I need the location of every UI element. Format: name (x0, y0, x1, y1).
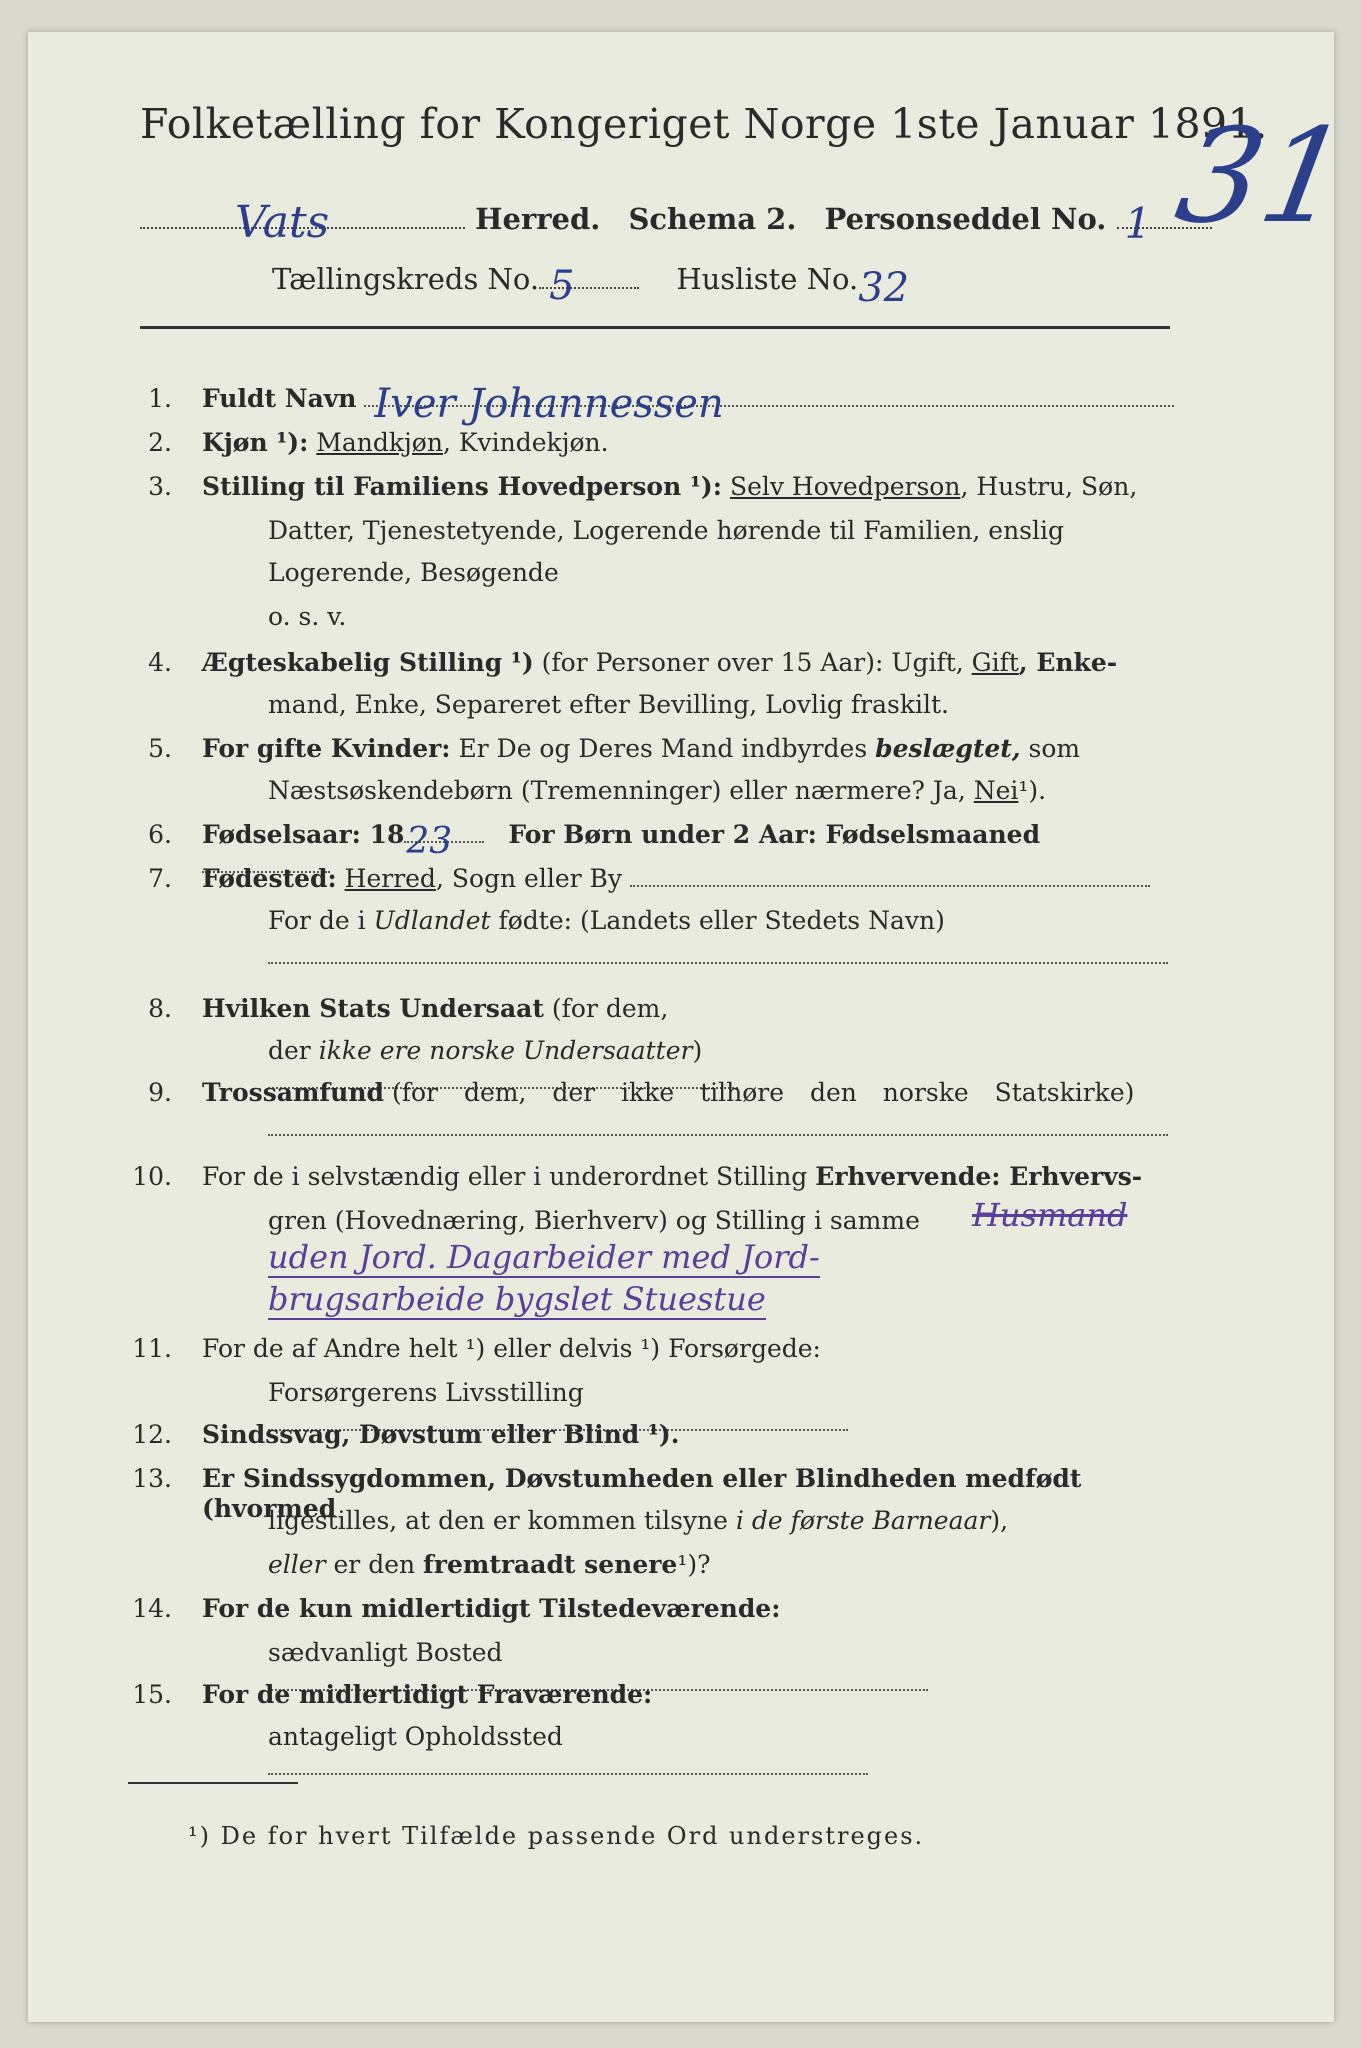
item-marital-status (202, 648, 1172, 678)
family-position-selected: Selv Hovedperson (729, 472, 961, 501)
item-married-women (202, 734, 1172, 764)
item-disability: Sindssvag, Døvstum eller Blind ¹). (202, 1420, 680, 1449)
marital-status-label: Ægteskabelig Stilling ¹) (202, 648, 534, 677)
congenital-or: eller (268, 1550, 326, 1579)
birthplace-selected: Herred (344, 864, 436, 893)
birthplace-options: , Sogn eller By (435, 864, 623, 893)
family-position-options: , Hustru, Søn, (960, 472, 1138, 501)
husliste-value: 32 (858, 265, 910, 311)
occupation-handwritten-1: Husmand (972, 1196, 1128, 1234)
item-temporary-present: For de kun midlertidigt Tilstedeværende: (202, 1594, 781, 1623)
item-full-name (202, 381, 1174, 427)
congenital-early-years: i de første Barneaar (735, 1506, 991, 1535)
item-number: 8. (148, 994, 172, 1023)
usual-residence-label: sædvanligt Bosted (268, 1638, 503, 1667)
full-name-label: Fuldt Navn (202, 384, 357, 413)
herred-line (140, 197, 1212, 248)
dependents-supporter-label: Forsørgerens Livsstilling (268, 1378, 584, 1407)
citizenship-close: ) (692, 1036, 703, 1065)
occupation-text: Erhvervende: Erhvervs- (815, 1162, 1143, 1191)
title-text: Folketælling for Kongeriget Norge 1ste Januar 1891. (140, 100, 1268, 148)
item-number: 11. (132, 1334, 172, 1363)
handwritten-page-number: 31 (1166, 100, 1359, 252)
congenital-line3 (268, 1550, 711, 1580)
religion-text: (for dem, der ikke tilhøre den norske Statskirke) (391, 1078, 1135, 1107)
congenital-footnote-ref: ¹)? (677, 1550, 711, 1579)
herred-label: Herred. (475, 202, 601, 236)
married-women-som: som (1028, 734, 1081, 763)
personseddel-value: 1 (1124, 199, 1152, 248)
married-women-line2 (268, 776, 1046, 806)
occupation-line2: gren (Hovednæring, Bierhverv) og Stilling i samme (268, 1206, 920, 1235)
item-number: 3. (148, 472, 172, 501)
husliste-label: Husliste No. (676, 262, 859, 296)
birth-month-label: For Børn under 2 Aar: Fødselsmaaned (508, 820, 1041, 849)
congenital-later: fremtraadt senere (423, 1550, 678, 1579)
family-position-label: Stilling til Familiens Hovedperson ¹): (202, 472, 722, 501)
item-religion (202, 1078, 1172, 1108)
footnote-divider (128, 1782, 298, 1784)
temporary-absent-line2 (268, 1722, 1168, 1782)
item-number: 13. (132, 1464, 172, 1493)
item-number: 15. (132, 1680, 172, 1709)
birth-year-label: Fødselsaar: 18 (202, 820, 405, 849)
tellingskreds-value: 5 (549, 263, 575, 309)
item-number: 4. (148, 648, 172, 677)
occupation-handwritten-2: uden Jord. Dagarbeider med Jord- (268, 1238, 820, 1276)
probable-residence-field (268, 1773, 868, 1775)
marital-status-selected: Gift (971, 648, 1019, 677)
personseddel-field (1117, 199, 1212, 248)
abroad-field (268, 962, 1168, 964)
congenital-close: ), (990, 1506, 1009, 1535)
birth-year-field (404, 821, 484, 862)
congenital-is: er den (333, 1550, 416, 1579)
sex-female-option: , Kvindekjøn. (442, 428, 609, 457)
marital-status-more: , Enke- (1018, 648, 1118, 677)
religion-field (268, 1134, 1168, 1136)
birthplace-label: Fødested: (202, 864, 337, 893)
full-name-value: Iver Johannessen (374, 381, 724, 427)
probable-residence-label: antageligt Opholdssted (268, 1722, 563, 1751)
item-family-position (202, 472, 1172, 502)
item-number: 14. (132, 1594, 172, 1623)
herred-value: Vats (235, 197, 330, 248)
citizenship-label: Hvilken Stats Undersaat (202, 994, 544, 1023)
married-women-question: Næstsøskendebørn (Tremenninger) eller nærmere? Ja, (268, 776, 966, 805)
item-number: 7. (148, 864, 172, 893)
item-number: 9. (148, 1078, 172, 1107)
married-women-text: Er De og Deres Mand indbyrdes (458, 734, 868, 763)
birthplace-field (630, 885, 1150, 887)
occupation-label: For de i selvstændig eller i underordnet Stilling (202, 1162, 808, 1191)
married-women-footnote-ref: ¹). (1018, 776, 1047, 805)
married-women-related: beslægtet, (875, 734, 1021, 763)
citizenship-prefix: der (268, 1036, 311, 1065)
item-number: 10. (132, 1162, 172, 1191)
occupation-handwritten-3: brugsarbeide bygslet Stuestue (268, 1280, 766, 1318)
abroad-prefix: For de i (268, 906, 366, 935)
birthplace-abroad (268, 906, 945, 936)
schema-label: Schema 2. (628, 202, 797, 236)
birth-year-value: 23 (406, 821, 453, 862)
item-number: 6. (148, 820, 172, 849)
citizenship-text: (for dem, (551, 994, 669, 1023)
item-sex (202, 428, 609, 458)
footnote: ¹) De for hvert Tilfælde passende Ord understreges. (188, 1822, 925, 1850)
herred-field (140, 197, 465, 248)
family-position-line2: Datter, Tjenestetyende, Logerende hørende til Familien, enslig (268, 516, 1065, 545)
item-citizenship (202, 994, 668, 1024)
married-women-label: For gifte Kvinder: (202, 734, 451, 763)
family-position-line4: o. s. v. (268, 602, 347, 631)
personseddel-label: Personseddel No. (824, 202, 1107, 236)
item-congenital: Er Sindssygdommen, Døvstumheden eller Blindheden medfødt (hvormed (202, 1464, 1082, 1523)
tellingskreds-field (539, 263, 639, 309)
congenital-text: ligestilles, at den er kommen tilsyne (268, 1506, 728, 1535)
married-women-answer-no: Nei (973, 776, 1019, 805)
sex-label: Kjøn ¹): (202, 428, 309, 457)
religion-label: Trossamfund (202, 1078, 385, 1107)
item-temporary-absent: For de midlertidigt Fraværende: (202, 1680, 653, 1709)
item-birthplace (202, 864, 1172, 894)
citizenship-foreign: ikke ere norske Undersaatter (318, 1036, 693, 1065)
abroad-word: Udlandet (373, 906, 491, 935)
congenital-line2 (268, 1506, 1008, 1536)
family-position-line3: Logerende, Besøgende (268, 558, 559, 587)
item-number: 1. (148, 384, 172, 413)
header-divider (140, 326, 1170, 329)
marital-status-text: (for Personer over 15 Aar): Ugift, (541, 648, 964, 677)
marital-status-line2: mand, Enke, Separeret efter Bevilling, Lovlig fraskilt. (268, 690, 949, 719)
full-name-field (364, 381, 1174, 427)
item-occupation (202, 1162, 1192, 1192)
item-number: 2. (148, 428, 172, 457)
item-number: 5. (148, 734, 172, 763)
tellingskreds-label: Tællingskreds No. (272, 262, 540, 296)
sex-male-option: Mandkjøn (316, 428, 443, 457)
abroad-text: fødte: (Landets eller Stedets Navn) (498, 906, 945, 935)
item-dependents: For de af Andre helt ¹) eller delvis ¹) Forsørgede: (202, 1334, 821, 1363)
kreds-line (272, 262, 958, 311)
item-number: 12. (132, 1420, 172, 1449)
